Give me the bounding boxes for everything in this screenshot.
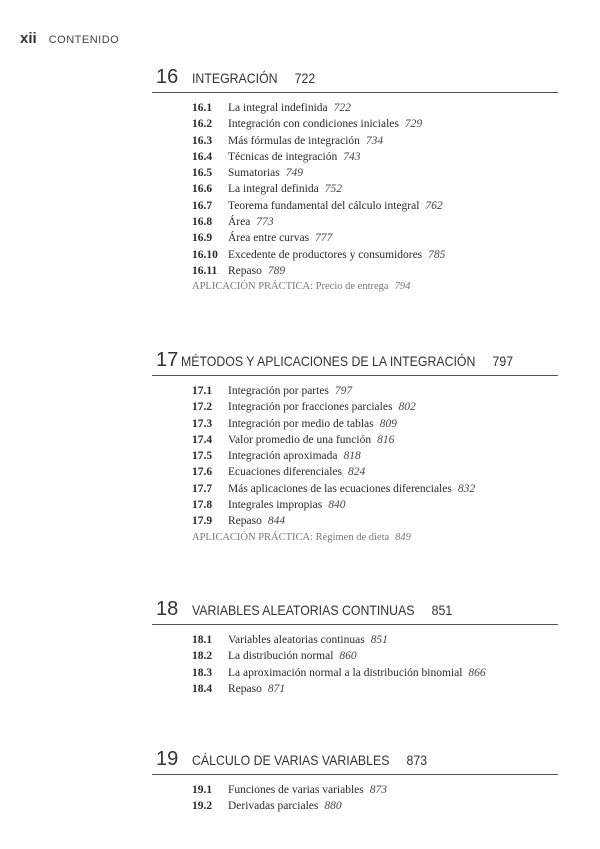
- section-page: 873: [369, 784, 387, 796]
- section-entry[interactable]: [192, 481, 558, 497]
- section-number: 17.4: [192, 433, 213, 446]
- section-title: Técnicas de integración: [228, 150, 338, 163]
- section-title: Ecuaciones diferenciales: [228, 466, 342, 479]
- section-page: 777: [315, 232, 333, 245]
- section-entry[interactable]: [192, 399, 558, 415]
- section-page: 762: [425, 199, 443, 212]
- chapter-heading: [152, 598, 558, 625]
- chapter-page: 851: [431, 602, 453, 618]
- section-title: Integración por medio de tablas: [228, 417, 374, 430]
- section-page: 809: [379, 417, 397, 430]
- section-title: La aproximación normal a la distribución binomial: [228, 666, 463, 679]
- section-number: 17.6: [192, 466, 213, 479]
- section-number: 16.4: [192, 150, 213, 163]
- section-list: [152, 782, 558, 815]
- section-page: 840: [328, 499, 346, 512]
- chapter-16: [152, 66, 558, 295]
- section-title: Integración con condiciones iniciales: [228, 118, 399, 131]
- chapter-page: 722: [294, 70, 316, 86]
- section-number: 17.8: [192, 499, 213, 512]
- practical-application-entry[interactable]: [192, 530, 558, 546]
- chapter-title: INTEGRACIÓN: [192, 70, 278, 86]
- section-number: 16.11: [192, 264, 218, 277]
- practical-application-page: 849: [395, 531, 411, 543]
- section-page: 802: [398, 401, 416, 414]
- running-head: [20, 30, 119, 48]
- section-entry[interactable]: [192, 230, 558, 246]
- section-entry[interactable]: [192, 782, 558, 798]
- section-title: Derivadas parciales: [228, 800, 319, 813]
- chapter-title: VARIABLES ALEATORIAS CONTINUAS: [192, 602, 415, 618]
- section-entry[interactable]: [192, 513, 558, 529]
- section-number: 19.1: [192, 784, 213, 796]
- section-entry[interactable]: [192, 149, 558, 165]
- section-page: 749: [285, 167, 303, 180]
- section-page: 734: [365, 134, 384, 147]
- section-entry[interactable]: [192, 665, 558, 681]
- section-title: Excedente de productores y consumidores: [228, 248, 423, 261]
- section-page: 871: [267, 682, 286, 695]
- section-entry[interactable]: [192, 214, 558, 230]
- section-entry[interactable]: [192, 648, 558, 664]
- running-title: CONTENIDO: [48, 34, 120, 46]
- chapter-number: 18: [156, 598, 179, 620]
- section-entry[interactable]: [192, 681, 558, 697]
- section-page: 722: [333, 102, 351, 114]
- section-page: 851: [370, 634, 388, 646]
- section-number: 18.2: [192, 650, 213, 663]
- chapter-17: [152, 349, 558, 546]
- section-title: Área entre curvas: [228, 232, 310, 245]
- section-page: 773: [256, 216, 274, 229]
- section-page: 880: [324, 800, 342, 813]
- section-entry[interactable]: [192, 383, 558, 399]
- section-number: 16.10: [192, 248, 218, 261]
- section-page: 818: [343, 450, 361, 463]
- section-entry[interactable]: [192, 100, 558, 116]
- section-number: 16.2: [192, 118, 213, 131]
- section-number: 17.2: [192, 401, 213, 414]
- section-title: La distribución normal: [228, 650, 334, 663]
- practical-application-entry[interactable]: [192, 279, 558, 295]
- section-title: Integración por partes: [228, 385, 329, 397]
- chapter-number: 19: [156, 748, 179, 770]
- section-title: Integración por fracciones parciales: [228, 401, 393, 414]
- section-number: 16.1: [192, 102, 213, 114]
- section-list: [152, 632, 558, 697]
- section-number: 16.5: [192, 167, 213, 180]
- section-number: 16.9: [192, 232, 213, 245]
- section-page: 797: [334, 385, 353, 397]
- section-page: 752: [324, 183, 342, 196]
- section-entry[interactable]: [192, 464, 558, 480]
- section-number: 18.4: [192, 682, 213, 695]
- section-list: [152, 100, 558, 295]
- section-page: 785: [428, 248, 446, 261]
- section-entry[interactable]: [192, 116, 558, 132]
- section-entry[interactable]: [192, 497, 558, 513]
- chapter-19: [152, 748, 558, 815]
- page-number: xii: [20, 30, 37, 47]
- practical-application-page: 794: [394, 281, 411, 293]
- section-number: 16.8: [192, 216, 213, 229]
- section-title: Más fórmulas de integración: [228, 134, 360, 147]
- chapter-page: 873: [406, 752, 428, 768]
- chapter-title: MÉTODOS Y APLICACIONES DE LA INTEGRACIÓN: [180, 353, 476, 369]
- section-title: Valor promedio de una función: [228, 433, 372, 446]
- section-page: 743: [343, 150, 361, 163]
- section-number: 16.3: [192, 134, 213, 147]
- section-entry[interactable]: [192, 798, 558, 814]
- section-page: 729: [404, 118, 423, 131]
- chapter-title-line: [192, 70, 315, 86]
- section-number: 17.9: [192, 515, 213, 528]
- section-number: 17.3: [192, 417, 213, 430]
- section-title: Área: [228, 216, 251, 229]
- section-entry[interactable]: [192, 181, 558, 197]
- section-number: 19.2: [192, 800, 213, 813]
- section-entry[interactable]: [192, 165, 558, 181]
- section-page: 844: [267, 515, 286, 528]
- chapter-heading: [152, 748, 558, 775]
- chapter-title: CÁLCULO DE VARIAS VARIABLES: [192, 752, 390, 768]
- section-title: Sumatorias: [228, 167, 280, 180]
- section-page: 866: [468, 666, 486, 679]
- chapter-heading: [152, 349, 558, 376]
- section-title: La integral indefinida: [228, 102, 328, 114]
- section-number: 17.5: [192, 450, 213, 463]
- chapter-18: [152, 598, 558, 697]
- chapter-number: 16: [156, 66, 179, 88]
- section-page: 824: [347, 466, 366, 479]
- section-title: Integración aproximada: [228, 450, 338, 463]
- section-entry[interactable]: [192, 448, 558, 464]
- chapter-title-line: [192, 602, 452, 618]
- chapter-heading: [152, 66, 558, 93]
- section-title: La integral definida: [228, 183, 319, 196]
- section-entry[interactable]: [192, 263, 558, 279]
- section-number: 17.7: [192, 482, 213, 495]
- chapter-page: 797: [492, 353, 513, 369]
- chapter-title-line: [192, 752, 427, 768]
- section-title: Más aplicaciones de las ecuaciones diferenciales: [228, 482, 452, 495]
- section-page: 832: [457, 482, 476, 495]
- section-entry[interactable]: [192, 198, 558, 214]
- section-list: [152, 383, 558, 546]
- section-title: Repaso: [228, 515, 262, 528]
- chapter-number: 17: [156, 349, 179, 371]
- section-number: 16.6: [192, 183, 213, 196]
- practical-application-label: APLICACIÓN PRÁCTICA: Régimen de dieta: [192, 531, 390, 543]
- section-number: 17.1: [192, 385, 213, 397]
- section-entry[interactable]: [192, 133, 558, 149]
- section-title: Funciones de varias variables: [228, 784, 364, 796]
- section-entry[interactable]: [192, 247, 558, 263]
- section-entry[interactable]: [192, 416, 558, 432]
- section-page: 816: [377, 433, 395, 446]
- section-title: Variables aleatorias continuas: [228, 634, 365, 646]
- section-entry[interactable]: [192, 432, 558, 448]
- section-page: 789: [267, 264, 286, 277]
- section-number: 18.3: [192, 666, 213, 679]
- section-number: 16.7: [192, 199, 213, 212]
- section-number: 18.1: [192, 634, 213, 646]
- section-title: Repaso: [228, 264, 262, 277]
- section-page: 860: [339, 650, 357, 663]
- section-title: Integrales impropias: [228, 499, 323, 512]
- chapter-title-line: [181, 353, 513, 369]
- section-title: Teorema fundamental del cálculo integral: [228, 199, 420, 212]
- section-entry[interactable]: [192, 632, 558, 648]
- section-title: Repaso: [228, 682, 262, 695]
- practical-application-label: APLICACIÓN PRÁCTICA: Precio de entrega: [192, 281, 389, 293]
